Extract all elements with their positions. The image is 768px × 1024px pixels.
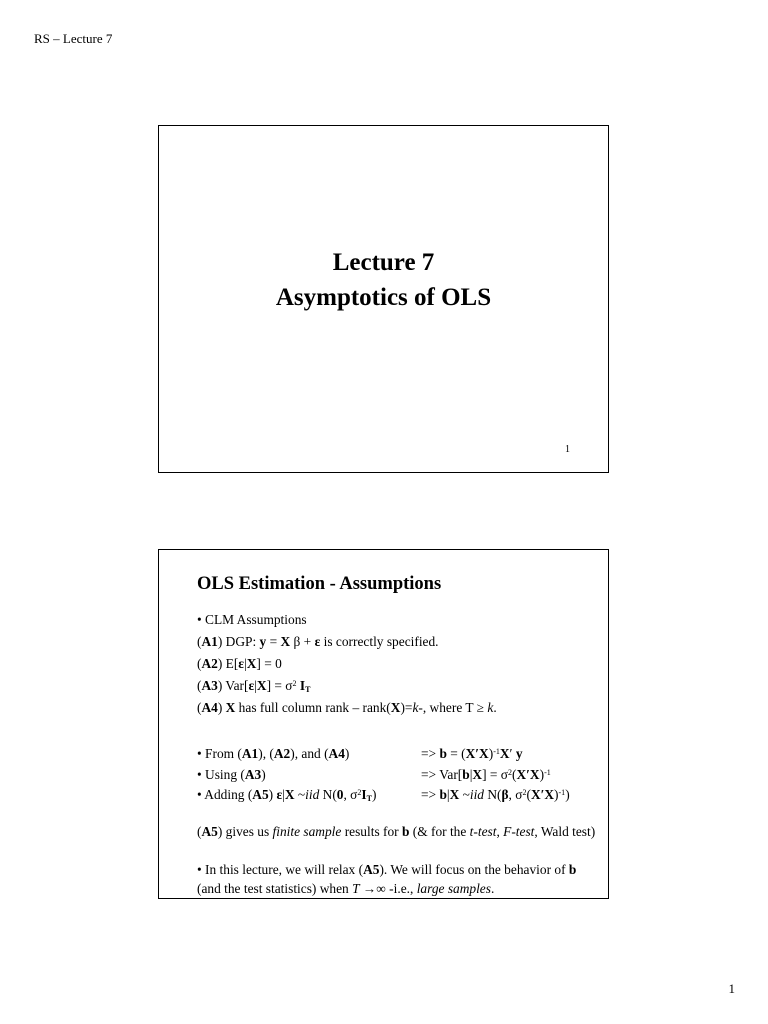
assumption-a4: (A4) X has full column rank – rank(X)=k-, where T ≥ k. bbox=[197, 700, 497, 715]
slide-1 bbox=[158, 125, 609, 473]
slide-1-title: Lecture 7 bbox=[332, 249, 435, 276]
assumption-a1: (A1) DGP: y = X β + ε is correctly specified. bbox=[197, 634, 439, 649]
page-number: 1 bbox=[728, 981, 735, 996]
relax-line-2: (and the test statistics) when T →∞ -i.e., large samples. bbox=[197, 881, 495, 896]
using-row-left: • Using (A3) bbox=[197, 767, 266, 782]
from-row-left: • From (A1), (A2), and (A4) bbox=[197, 746, 350, 761]
variance-formula: => $Var[b|X] = \sigma^2(X'X)^{-1}$ bbox=[421, 767, 551, 782]
assumption-a3: (A3) $Var[\varepsilon|X] = \sigma^2$ $I_T$ bbox=[197, 678, 311, 694]
assumption-a2: (A2) E[ε|X] = 0 bbox=[197, 656, 282, 671]
relax-line-1: • In this lecture, we will relax (A5). We will focus on the behavior of b bbox=[197, 862, 577, 877]
slide-1-subtitle: Asymptotics of OLS bbox=[275, 284, 492, 311]
adding-row-left: • Adding (A5) ε|X ~iid N(0, $\sigma^2I_T$) bbox=[197, 787, 377, 803]
ols-estimator-formula: => $b = (X'X)^{-1}X'$ y bbox=[421, 746, 523, 761]
slide-2-title: OLS Estimation - Assumptions bbox=[197, 574, 442, 594]
page-header: RS – Lecture 7 bbox=[34, 31, 113, 46]
a5-finite-sample-line: (A5) gives us finite sample results for b (& for the t-test, F-test, Wald test) bbox=[197, 824, 596, 839]
clm-assumptions-label: • CLM Assumptions bbox=[197, 612, 307, 627]
distribution-formula: => b|X ~iid N(β, $\sigma^2(X'X)^{-1}$) bbox=[421, 787, 570, 802]
slide-1-number: 1 bbox=[565, 444, 570, 455]
slide-2 bbox=[158, 549, 609, 899]
